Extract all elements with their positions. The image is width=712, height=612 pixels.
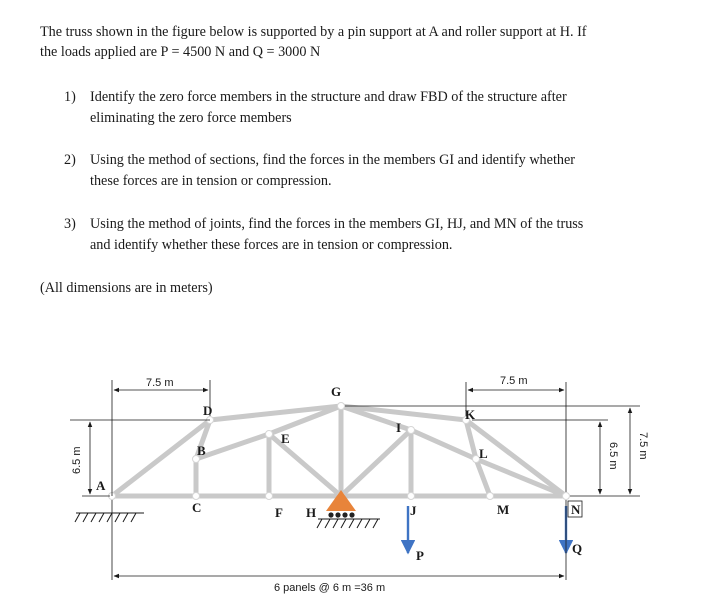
node-label-K: K	[465, 407, 476, 422]
dim-right-span: 7.5 m	[500, 375, 528, 387]
question-2	[90, 150, 575, 192]
question-1	[90, 87, 567, 129]
joint-E	[266, 431, 273, 438]
dim-base: 6 panels @ 6 m =36 m	[274, 582, 386, 594]
joint-J	[408, 493, 415, 500]
member-I-L	[411, 430, 476, 459]
dim-right-outer-height: 7.5 m	[637, 432, 649, 460]
problem-intro	[40, 22, 587, 62]
member-E-H	[269, 434, 341, 496]
intro-line-1: The truss shown in the figure below is supported by a pin support at A and roller support at H. If	[40, 24, 587, 40]
question-3	[90, 214, 583, 256]
joint-N	[563, 493, 570, 500]
node-label-A: A	[96, 478, 106, 493]
dimensions-note: (All dimensions are in meters)	[40, 280, 213, 296]
node-label-D: D	[203, 403, 213, 418]
node-label-H: H	[306, 505, 317, 520]
intro-line-2: the loads applied are P = 4500 N and Q = 3000 N	[40, 44, 321, 60]
dim-right-inner-height: 6.5 m	[607, 442, 619, 470]
node-label-G: G	[331, 384, 342, 399]
dim-left-span: 7.5 m	[146, 377, 174, 389]
node-label-M: M	[497, 502, 510, 517]
joint-F	[266, 493, 273, 500]
question-2-line-1: Using the method of sections, find the forces in the members GI and identify whether	[90, 152, 576, 168]
member-B-E	[196, 434, 269, 459]
node-label-C: C	[192, 500, 202, 515]
member-H-I	[341, 430, 411, 496]
node-label-E: E	[281, 431, 290, 446]
question-1-line-2: eliminating the zero force members	[90, 110, 292, 126]
question-3-line-1: Using the method of joints, find the forces in the members GI, HJ, and MN of the truss	[90, 216, 584, 232]
joint-I	[408, 427, 415, 434]
question-2-number: 2)	[64, 152, 76, 168]
question-1-line-1: Identify the zero force members in the structure and draw FBD of the structure after	[90, 89, 567, 105]
load-label-Q: Q	[572, 541, 583, 556]
node-label-F: F	[275, 505, 283, 520]
load-label-P: P	[416, 548, 424, 563]
question-3-number: 3)	[64, 216, 76, 232]
node-label-N: N	[571, 502, 581, 517]
joint-G	[338, 403, 345, 410]
joint-C	[193, 493, 200, 500]
question-2-line-2: these forces are in tension or compression.	[90, 173, 332, 189]
question-1-number: 1)	[64, 89, 76, 105]
truss-figure	[0, 360, 712, 612]
dim-left-height: 6.5 m	[71, 446, 83, 474]
node-label-I: I	[396, 420, 402, 435]
truss-members	[112, 406, 566, 496]
node-label-L: L	[479, 446, 488, 461]
node-label-B: B	[197, 443, 206, 458]
node-label-J: J	[410, 503, 417, 518]
pin-support-A	[75, 513, 144, 522]
question-3-line-2: and identify whether these forces are in tension or compression.	[90, 237, 453, 253]
joint-M	[487, 493, 494, 500]
